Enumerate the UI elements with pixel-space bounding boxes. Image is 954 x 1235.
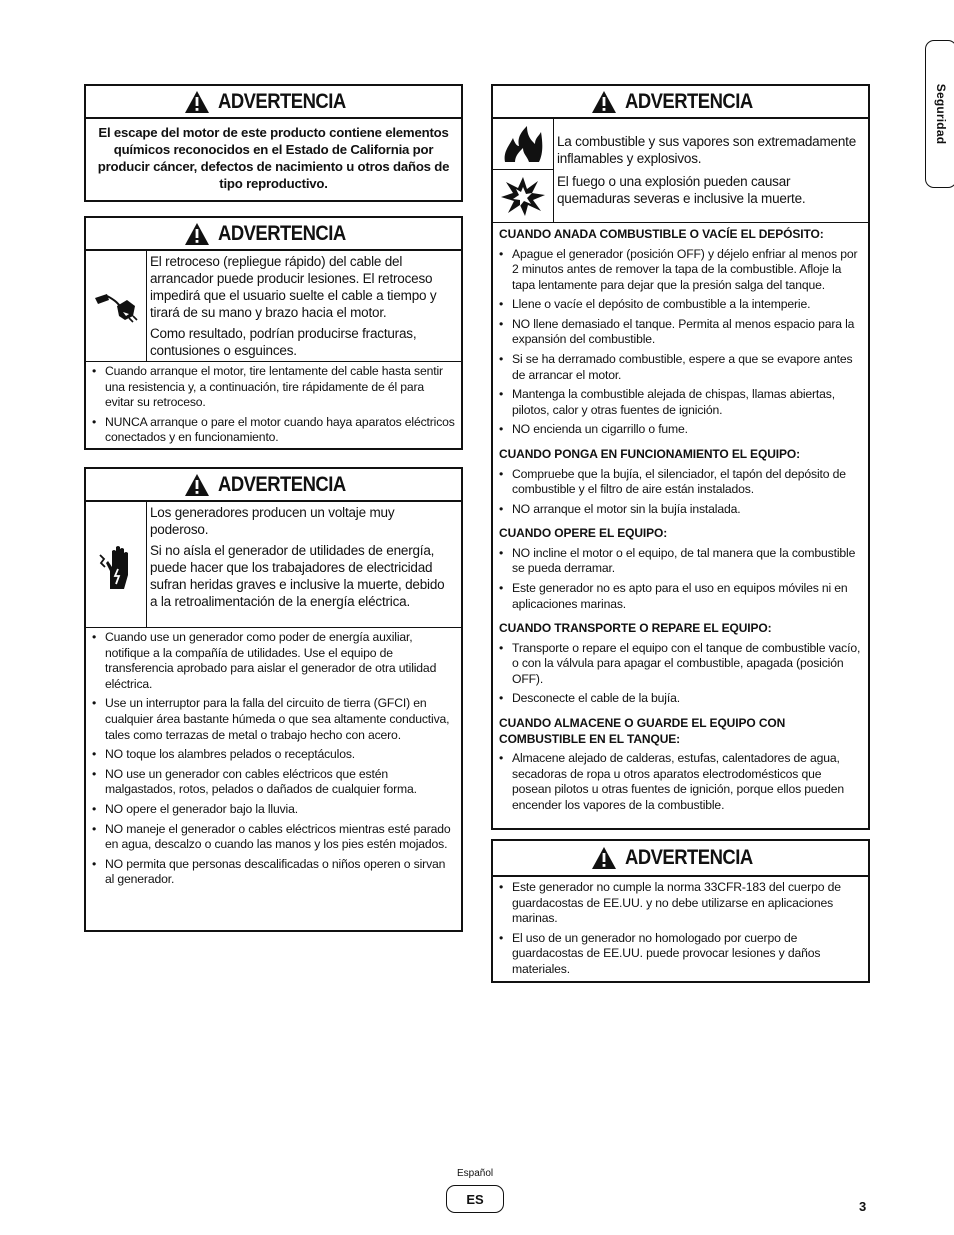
- warning-triangle-icon: [184, 222, 210, 246]
- hazard-text: [147, 502, 461, 627]
- list-item: • Mantenga la combustible alejada de chispas, llamas abiertas, pilotos, calor y otras fuentes de ignición.: [499, 387, 862, 418]
- hazard-paragraph: Si no aísla el generador de utilidades de energía, puede hacer que los trabajadores de electricidad sufran heridas graves e inclusive la muerte, debido a la retroalimentación de la energía eléctrica.: [150, 543, 445, 609]
- avoid-list: [493, 546, 868, 620]
- hazard-text: [554, 119, 868, 222]
- list-item: • NO use un generador con cables eléctricos que estén malgastados, rotos, pelados o dañados de cualquier forma.: [92, 767, 455, 798]
- hazard-paragraph: Los generadores producen un voltaje muy poderoso.: [150, 505, 395, 537]
- list-item: • NO opere el generador bajo la lluvia.: [92, 802, 455, 818]
- list-item: • Desconecte el cable de la bujía.: [499, 691, 862, 707]
- language-badge: [446, 1185, 504, 1213]
- warning-triangle-icon: [591, 846, 617, 870]
- warning-box-electrical: [84, 467, 463, 932]
- page-number: 3: [859, 1199, 867, 1214]
- section-heading: CUANDO OPERE EL EQUIPO:: [499, 526, 668, 541]
- section-heading: CUANDO ALMACENE O GUARDE EL EQUIPO CON COMBUSTIBLE EN EL TANQUE:: [499, 716, 786, 746]
- list-item: • Apague el generador (posición OFF) y déjelo enfriar al menos por 2 minutos antes de remover la tapa de la combustible. Afloje la tapa lentamente para dejar que la presión salga del tanque.: [499, 247, 862, 294]
- avoid-list: [493, 751, 868, 821]
- hazard-row: [86, 251, 461, 362]
- recoil-hand-icon: [86, 251, 147, 361]
- warning-triangle-icon: [184, 90, 210, 114]
- section-heading: CUANDO ANADA COMBUSTIBLE O VACÍE EL DEPÓSITO:: [499, 227, 824, 241]
- hazard-row: [86, 502, 461, 628]
- list-item: • Cuando use un generador como poder de energía auxiliar, notifique a la compañía de utilidades. Use el equipo de transferencia aprobado para aislar el generador de otra utilidad eléctrica.: [92, 630, 455, 692]
- list-item: • NO maneje el generador o cables eléctricos mientras esté parado en agua, descalzo o cuando las manos y los pies estén mojados.: [92, 822, 455, 853]
- list-item: • NO incline el motor o el equipo, de tal manera que la combustible se pueda derramar.: [499, 546, 862, 577]
- section-heading: CUANDO TRANSPORTE O REPARE EL EQUIPO:: [499, 621, 772, 636]
- section-heading: CUANDO PONGA EN FUNCIONAMIENTO EL EQUIPO:: [499, 447, 801, 462]
- section-tab-label: Seguridad: [934, 83, 948, 145]
- warning-box-exhaust: [84, 84, 463, 202]
- list-item: • Use un interruptor para la falla del circuito de tierra (GFCI) en cualquier área bastante húmeda o que sea altamente conductiva, tales como terrazas de metal o trabajo hecho con acero.: [92, 696, 455, 743]
- list-item: • El uso de un generador no homologado por cuerpo de guardacostas de EE.UU. puede provocar lesiones y daños materiales.: [499, 931, 862, 978]
- warning-triangle-icon: [184, 473, 210, 497]
- list-item: • NO toque los alambres pelados o receptáculos.: [92, 747, 455, 763]
- hazard-text: [147, 251, 461, 361]
- warning-header: [86, 218, 461, 251]
- warning-box-fuel: [491, 84, 870, 830]
- avoid-list: [493, 467, 868, 526]
- warning-header: [86, 86, 461, 119]
- warning-header: [86, 469, 461, 502]
- language-label: Español: [457, 1168, 494, 1179]
- warning-header: [493, 841, 868, 877]
- list-item: • Este generador no es apto para el uso en equipos móviles ni en aplicaciones marinas.: [499, 581, 862, 612]
- warning-box-recoil: [84, 216, 463, 450]
- list-item: • Transporte o repare el equipo con el tanque de combustible vacío, o con la válvula para apagar el combustible, apagada (posición OFF).: [499, 641, 862, 688]
- list-item: • NO permita que personas descalificadas o niños operen o sirvan al generador.: [92, 857, 455, 888]
- hazard-row: [493, 119, 868, 223]
- list-item: • Este generador no cumple la norma 33CFR-183 del cuerpo de guardacostas de EE.UU. y no debe utilizarse en aplicaciones marinas.: [499, 880, 862, 927]
- avoid-list: [493, 877, 868, 986]
- warning-box-marine: [491, 839, 870, 983]
- warning-text: El escape del motor de este producto contiene elementos químicos reconocidos en el Estado de California por producir cáncer, defectos de nacimiento u otros daños de tipo reproductivo.: [97, 125, 450, 191]
- warning-title: ADVERTENCIA: [624, 846, 753, 869]
- list-item: • Cuando arranque el motor, tire lentamente del cable hasta sentir una resistencia y, a continuación, tire rápidamente de él para evitar su retroceso.: [92, 364, 455, 411]
- fuel-instructions: [493, 223, 868, 821]
- language-code: ES: [466, 1191, 484, 1207]
- list-item: • NO encienda un cigarrillo o fume.: [499, 422, 862, 438]
- list-item: • Almacene alejado de calderas, estufas, calentadores de agua, secadoras de ropa u otros aparatos electrodomésticos que posean pilotos u otras fuentes de ignición, porque ellos pueden encender los vapores de la combustible.: [499, 751, 862, 813]
- avoid-list: [86, 628, 461, 896]
- list-item: • Compruebe que la bujía, el silenciador, el tapón del depósito de combustible y el filtro de aire están instalados.: [499, 467, 862, 498]
- hazard-paragraph: La combustible y sus vapores son extremadamente inflamables y explosivos.: [557, 134, 857, 166]
- list-item: • NUNCA arranque o pare el motor cuando haya aparatos eléctricos conectados y en funcionamiento.: [92, 415, 455, 446]
- list-item: • Si se ha derramado combustible, espere a que se evapore antes de arrancar el motor.: [499, 352, 862, 383]
- electric-shock-hand-icon: [86, 502, 147, 627]
- warning-title: ADVERTENCIA: [217, 221, 346, 245]
- warning-title: ADVERTENCIA: [624, 89, 753, 113]
- warning-title: ADVERTENCIA: [217, 89, 346, 113]
- hazard-paragraph: El retroceso (repliegue rápido) del cable del arrancador puede producir lesiones. El retroceso impedirá que el usuario suelte el cable a tiempo y tirará de su mano y brazo hacia el motor.: [150, 254, 437, 320]
- avoid-list: [86, 362, 461, 454]
- warning-header: [493, 86, 868, 119]
- section-tab-seguridad: [925, 40, 954, 188]
- warning-title: ADVERTENCIA: [217, 472, 346, 496]
- list-item: • NO llene demasiado el tanque. Permita al menos espacio para la expansión del combustible.: [499, 317, 862, 348]
- hazard-paragraph: El fuego o una explosión pueden causar quemaduras severas e inclusive la muerte.: [557, 174, 806, 206]
- avoid-list: [493, 641, 868, 715]
- list-item: • NO arranque el motor sin la bujía instalada.: [499, 502, 862, 518]
- warning-triangle-icon: [591, 90, 617, 114]
- fire-icon: [493, 119, 553, 170]
- hazard-paragraph: Como resultado, podrían producirse fracturas, contusiones o esguinces.: [150, 326, 417, 358]
- hazard-icons: [493, 119, 554, 222]
- list-item: • Llene o vacíe el depósito de combustible a la intemperie.: [499, 297, 862, 313]
- avoid-list: [493, 247, 868, 447]
- explosion-icon: [493, 170, 553, 222]
